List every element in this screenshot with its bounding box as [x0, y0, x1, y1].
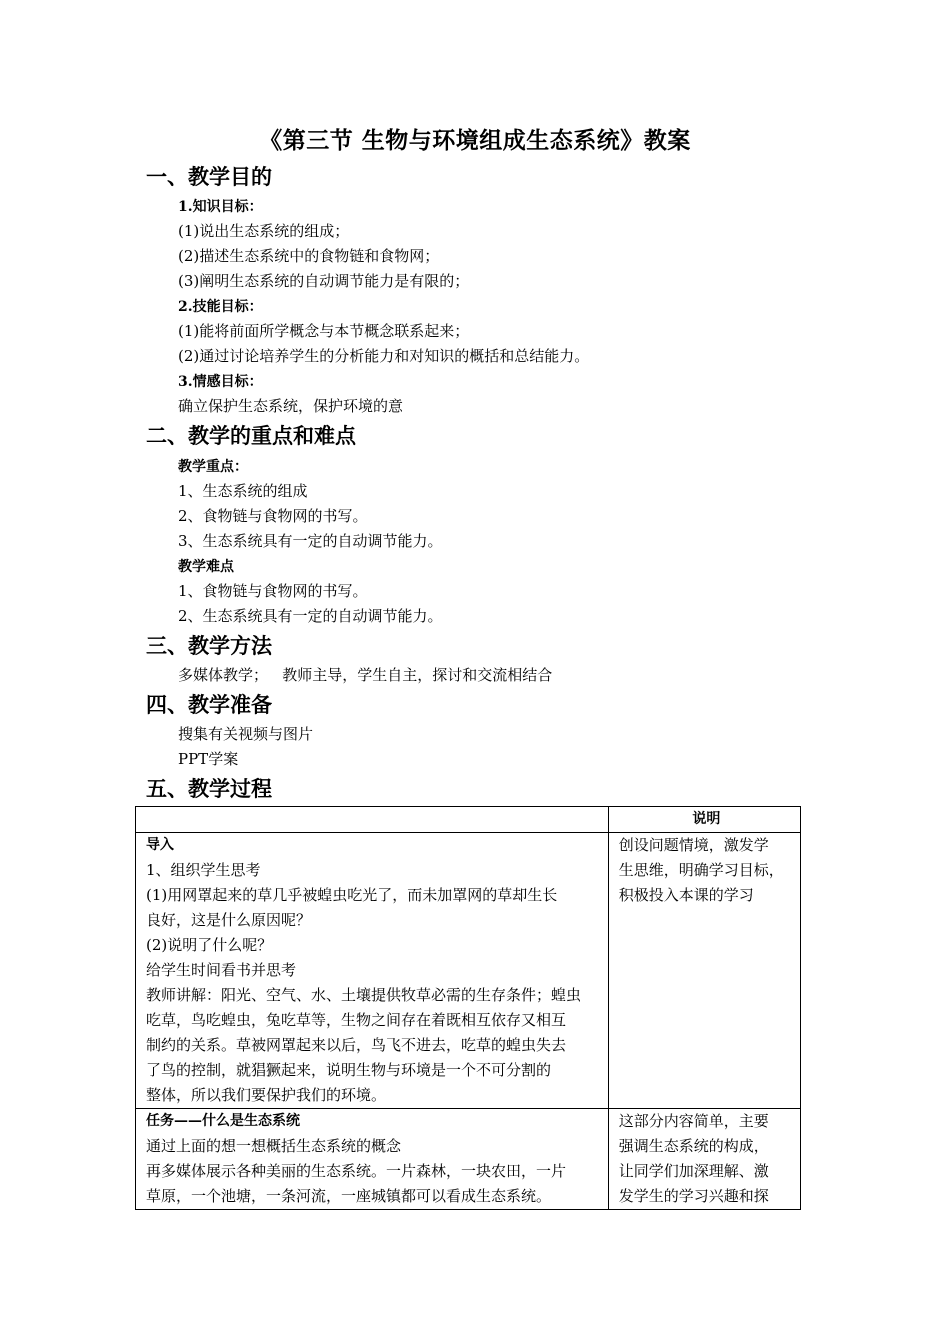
key-point-2: 2、食物链与食物网的书写。	[178, 507, 368, 525]
intro-line: 良好，这是什么原因呢？	[146, 911, 312, 929]
header-note-cell: 说明	[608, 807, 800, 833]
intro-line: 了鸟的控制，就猖獗起来，说明生物与环境是一个不可分割的	[146, 1061, 552, 1079]
emotion-goal-1: 确立保护生态系统，保护环境的意	[178, 397, 404, 415]
knowledge-goal-1: (1)说出生态系统的组成；	[178, 222, 350, 240]
difficulty-1: 1、食物链与食物网的书写。	[178, 582, 368, 600]
key-points-title: 教学重点：	[178, 459, 248, 475]
section-heading-preparation: 四、教学准备	[146, 692, 272, 717]
task-note-cell	[608, 1109, 800, 1210]
emotion-goal-title: 3.情感目标：	[178, 374, 263, 390]
knowledge-goal-3: (3)阐明生态系统的自动调节能力是有限的；	[178, 272, 470, 290]
intro-note-line: 生思维，明确学习目标，	[618, 861, 784, 879]
doc-title: 《第三节 生物与环境组成生态系统》教案	[259, 127, 691, 154]
skill-goal-1: (1)能将前面所学概念与本节概念联系起来；	[178, 322, 470, 340]
intro-note-line: 积极投入本课的学习	[618, 886, 754, 904]
intro-line: (1)用网罩起来的草几乎被蝗虫吃光了，而未加罩网的草却生长	[146, 886, 558, 904]
table-header-row	[136, 807, 801, 833]
section-heading-methods: 三、教学方法	[146, 633, 272, 658]
methods-line: 多媒体教学； 教师主导，学生自主，探讨和交流相结合	[178, 666, 553, 684]
intro-line: 给学生时间看书并思考	[146, 961, 297, 979]
preparation-line-1: 搜集有关视频与图片	[178, 725, 314, 743]
task-line: 草原，一个池塘，一条河流，一座城镇都可以看成生态系统。	[146, 1187, 552, 1205]
intro-line: 教师讲解：阳光、空气、水、土壤提供牧草必需的生存条件；蝗虫	[146, 986, 582, 1004]
task-line: 再多媒体展示各种美丽的生态系统。一片森林，一块农田，一片	[146, 1162, 567, 1180]
task-note-line: 让同学们加深理解、激	[618, 1162, 769, 1180]
skill-goal-title: 2.技能目标：	[178, 299, 263, 315]
key-point-3: 3、生态系统具有一定的自动调节能力。	[178, 532, 443, 550]
task-note-line: 强调生态系统的构成，	[618, 1137, 769, 1155]
intro-line: 1、组织学生思考	[146, 861, 261, 879]
knowledge-goal-2: (2)描述生态系统中的食物链和食物网；	[178, 247, 440, 265]
difficulty-2: 2、生态系统具有一定的自动调节能力。	[178, 607, 443, 625]
header-main-cell	[136, 807, 609, 833]
difficulties-title: 教学难点	[178, 559, 234, 575]
skill-goal-2: (2)通过讨论培养学生的分析能力和对知识的概括和总结能力。	[178, 347, 590, 365]
intro-title: 导入	[146, 837, 174, 853]
section-heading-key-points: 二、教学的重点和难点	[146, 423, 356, 448]
task-note-line: 这部分内容简单，主要	[618, 1112, 769, 1130]
section-heading-objectives: 一、教学目的	[146, 164, 272, 189]
preparation-line-2: PPT学案	[178, 750, 239, 768]
table-row	[136, 833, 801, 1109]
intro-line: 制约的关系。草被网罩起来以后，鸟飞不进去，吃草的蝗虫失去	[146, 1036, 567, 1054]
task-title: 任务——什么是生态系统	[146, 1113, 300, 1129]
knowledge-goal-title: 1.知识目标：	[178, 199, 263, 215]
intro-note-cell	[608, 833, 800, 1109]
section-heading-process: 五、教学过程	[146, 776, 272, 801]
table-row	[136, 1109, 801, 1210]
intro-line: 整体，所以我们要保护我们的环境。	[146, 1086, 387, 1104]
task-line: 通过上面的想一想概括生态系统的概念	[146, 1137, 402, 1155]
intro-line: 吃草，鸟吃蝗虫，兔吃草等，生物之间存在着既相互依存又相互	[146, 1011, 567, 1029]
process-table	[135, 806, 801, 1210]
task-note-line: 发学生的学习兴趣和探	[618, 1187, 769, 1205]
task-cell	[136, 1109, 609, 1210]
intro-line: (2)说明了什么呢？	[146, 936, 273, 954]
intro-cell	[136, 833, 609, 1109]
key-point-1: 1、生态系统的组成	[178, 482, 308, 500]
intro-note-line: 创设问题情境，激发学	[618, 836, 769, 854]
